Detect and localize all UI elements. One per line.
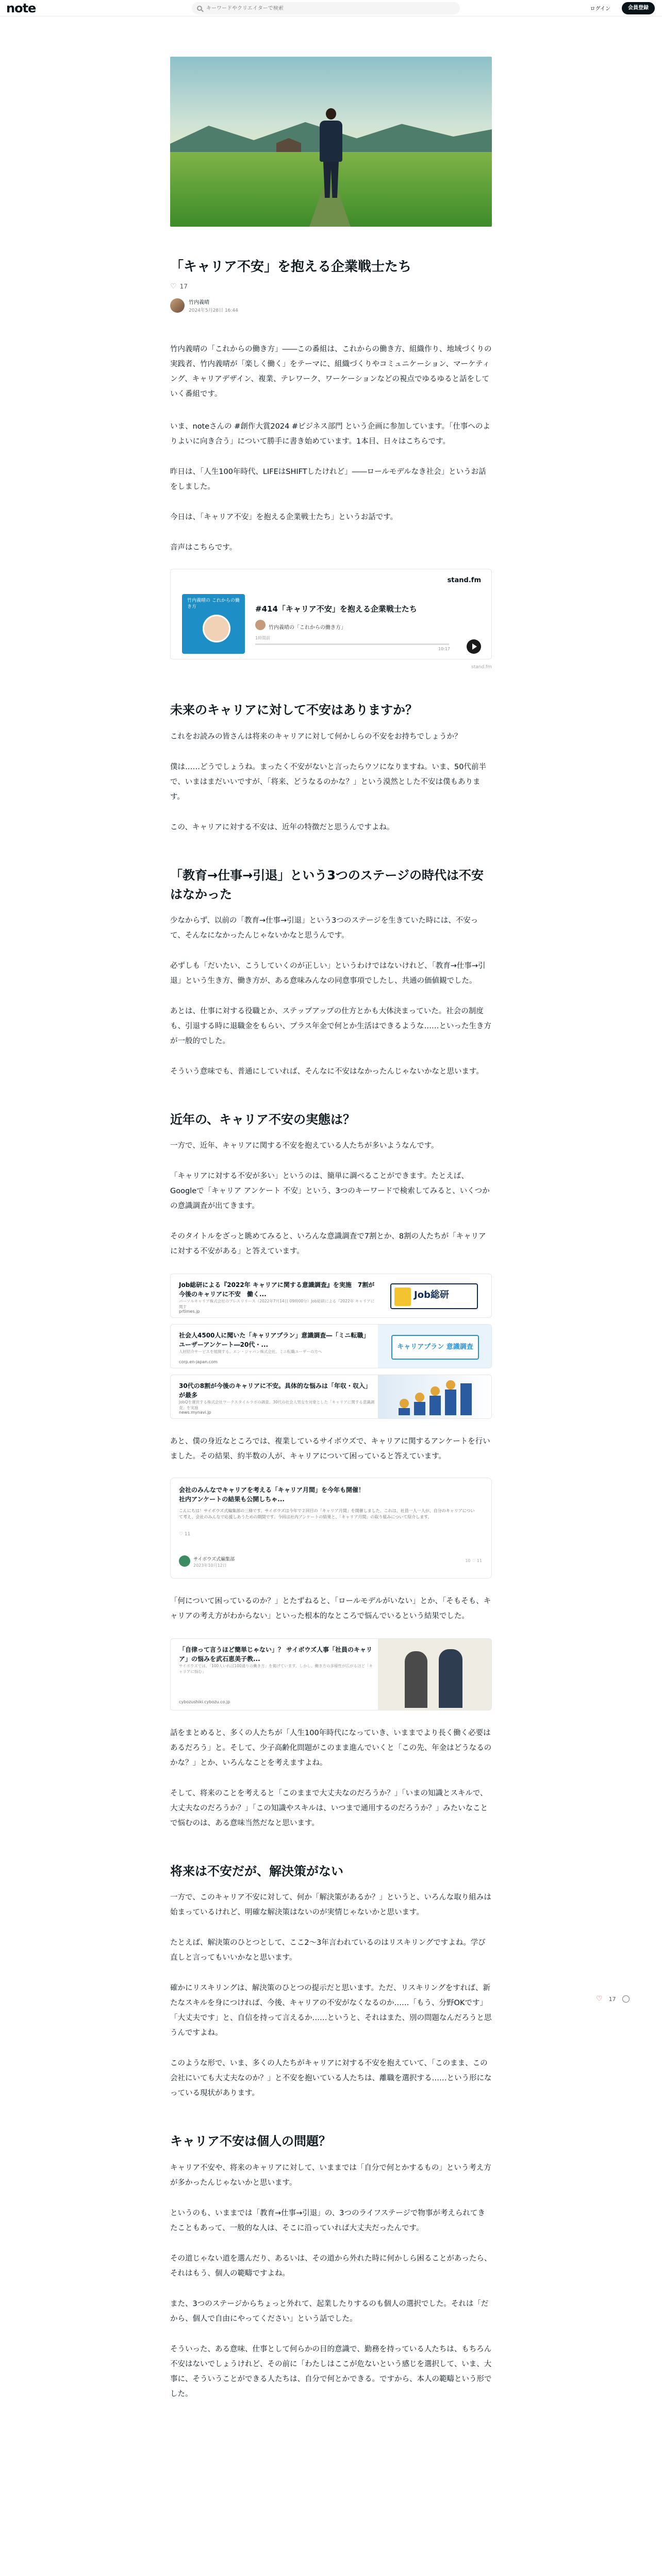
episode-meta: 1時間前 [255,636,271,641]
paragraph: この、キャリアに対する不安は、近年の特徴だと思うんですよね。 [170,823,394,832]
card-title: 「自律って言うほど簡単じゃない」？ サイボウズ人事「社員のキャリア」の悩みを武石恵美子教... [179,1646,372,1663]
article-title: 「キャリア不安」を抱える企業戦士たち [170,259,412,275]
heart-icon[interactable]: ♡ [170,282,177,291]
progress-bar[interactable] [255,643,449,645]
paragraph: 竹内義晴の「これからの働き方」――この番組は、これからの働き方、組織作り、地域づくりの実践者、竹内義晴が「楽しく働く」をテーマに、組織づくりやコミュニケーション、マーケティング、キャリアデザイン、複業、テレワーク、ワーケーションなどの視点でゆるゆると話をしていく番組です。 [170,345,492,399]
author-block[interactable] [170,298,492,313]
like-row[interactable] [170,282,492,291]
link-card[interactable] [170,1274,492,1318]
card-description: パーソルキャリア株式会社のプレスリリース（2022年7月14日 09時00分）Job総研による『2022年 キャリアに関す [179,1299,375,1309]
paragraph: そのタイトルをざっと眺めてみると、いろんな意識調査で7割とか、8割の人たちが「キャリアに対する不安がある」と答えています。 [170,1232,486,1256]
paragraph: 確かにリスキリングは、解決策のひとつの提示だと思います。ただ、リスキリングをすれば、新たなスキルを身につければ、今後、キャリアの不安がなくなるのか……「もう、分野OKです」「大丈夫です」と、自信を持って言えるか……というと、それはまた、別の問題なんだろうと思うんですよね。 [170,1984,492,2038]
link-card[interactable] [170,1375,492,1419]
card-thumbnail [378,1639,491,1710]
paragraph: 音声はこちらです。 [170,544,237,552]
play-icon[interactable] [467,639,481,654]
paragraph: というのも、いままでは「教育→仕事→引退」の、3つのライフステージで物事が考えられてきたこともあって、一般的な人は、そこに沿っていれば大丈夫だったんです。 [170,2209,485,2232]
publish-date: 2024年5月28日 16:44 [189,308,238,314]
card-title: 30代の8割が今後のキャリアに不安。具体的な悩みは「年収・収入」が最多 [179,1382,372,1399]
channel-avatar [255,620,266,630]
paragraph: また、3つのステージからちょっと外れて、起業したりするのも個人の選択でした。それは「だから、個人で自由にやってください」という話でした。 [170,2299,489,2323]
search-icon [197,6,202,11]
channel-name[interactable]: 竹内義晴の「これからの働き方」 [269,625,346,631]
episode-title[interactable]: #414「キャリア不安」を抱える企業戦士たち [255,604,417,614]
paragraph: 僕は……どうでしょうね。まったく不安がないと言ったらウソになりますね。いま、50代前半で、いまはまだいいですが、「将来、どうなるのかな？」という漠然とした不安は僕もあります。 [170,762,486,801]
paragraph: あとは、仕事に対する役職とか、ステップアップの仕方とかも大体決まっていた。社会の制度も、引退する時に退職金をもらい、プラス年金で何とか生活はできるような……といった生き方が一般的でした。 [170,1007,492,1045]
section-heading: キャリア不安は個人の問題？ [170,2134,331,2149]
like-count: 17 [179,283,188,291]
link-card[interactable] [170,1324,492,1368]
signup-button[interactable]: 会員登録 [622,2,655,14]
card-url: prtimes.jp [179,1309,200,1314]
section-heading: 未来のキャリアに対して不安はありますか？ [170,703,418,718]
paragraph: そういった、ある意味、仕事として何らかの目的意識で、勤務を持っている人たちは、もちろん不安はないでしょうけれど、その前に「わたしはここが危ないという感じを選択して、いま、大事に、そういうことができる人たちは、自分で何とかできる。ですから、本人の範疇という形でした。 [170,2345,492,2398]
paragraph: 一方で、近年、キャリアに関する不安を抱えている人たちが多いようなんです。 [170,1142,439,1150]
post-avatar [179,1555,190,1567]
link-card-list [170,1274,492,1419]
post-title: 会社のみんなでキャリアを考える「キャリア月間」を今年も開催！社内アンケートの結果も公開しちゃ... [179,1486,365,1503]
post-date: 2023年10月12日 [193,1563,227,1568]
paragraph: キャリア不安や、将来のキャリアに対して、いままでは「自分で何とかするもの」という考え方が多かったんじゃないかと思います。 [170,2163,491,2187]
search-box[interactable] [192,2,460,14]
hero-image [170,57,492,227]
paragraph: そして、将来のことを考えると「このままで大丈夫なのだろうか？」「いまの知識とスキルで、大丈夫なのだろうか？」「この知識やスキルは、いつまで通用するのだろうか？」みたいなことで悩むのは、ある意味当然だなと思います。 [170,1789,488,1828]
card-url: corp.en-japan.com [179,1360,218,1365]
article [170,57,492,2402]
card-title: 社会人4500人に聞いた「キャリアプラン」意識調査―「ミニ転職」ユーザーアンケート―20代・... [179,1332,370,1349]
card-thumbnail [378,1325,491,1368]
episode-duration: 10:17 [438,647,450,652]
share-icon[interactable] [622,1995,630,2003]
paragraph: これをお読みの皆さんは将来のキャリアに対して何かしらの不安をお持ちでしょうか？ [170,732,462,741]
post-likes: ♡ 11 [179,1532,191,1537]
section-heading: 将来は不安だが、解決策がない [170,1864,343,1879]
card-url: news.mynavi.jp [179,1410,211,1415]
card-thumbnail [378,1375,491,1419]
podcast-cover [182,594,245,654]
thumb-label: キャリアプラン 意識調査 [391,1335,479,1360]
standfm-logo: stand.fm [447,577,481,585]
post-description: こんにちは！サイボウズ式編集部の三條です。サイボウズは今年で２回目の「キャリア月間」を開催しました。これは、社員一人一人が、自分のキャリアについて考え、会社のみんなで応援しあうための期間です。今回は社内アンケートの結果と、「キャリア月間」の取り組みについて紹介します。 [179,1509,475,1520]
card-description: JobQを運営する株式会社ワークスタイルラボの調査。30代の社会人男女を対象とした「キャリアに関する意識調査」を実施 [179,1400,375,1410]
paragraph: いま、noteさんの #創作大賞2024 #ビジネス部門 という企画に参加しています。「仕事へのよりよいに向き合う」について勝手に書き始めています。1本目、日々はこちらです。 [170,422,490,446]
audio-embed[interactable] [170,569,492,659]
avatar[interactable] [170,298,185,313]
paragraph: 一方で、このキャリア不安に対して、何か「解決策があるか？」というと、いろんな取り組みは始まっているけれど、明確な解決策はないのが実情じゃないかと思います。 [170,1893,491,1917]
embed-caption: stand.fm [471,665,492,670]
paragraph: そういう意味でも、普通にしていれば、そんなに不安はなかったんじゃないかなと思います。 [170,1067,484,1076]
paragraph: 必ずしも「だいたい、こうしていくのが正しい」というわけではないけれど、「教育→仕事→引退」という生き方、働き方が、ある意味みんなの同意事項でしたし、共通の価値観でした。 [170,961,486,985]
thumb-label: Job総研 [414,1290,449,1301]
floating-action-bar [596,1995,630,2003]
note-logo[interactable]: note [6,1,36,15]
paragraph: あと、僕の身近なところでは、複業しているサイボウズで、キャリアに関するアンケートを行いました。その結果、約半数の人が、キャリアについて困っていると答えています。 [170,1437,490,1461]
top-header [0,0,662,16]
cover-text: 竹内義晴の これからの働き方 [187,598,240,610]
post-author: サイボウズ式編集部 [193,1557,235,1563]
paragraph: 少なからず、以前の「教育→仕事→引退」という3つのステージを生きていた時には、不安って、そんなになかったんじゃないかなと思うんです。 [170,916,478,940]
card-thumbnail [378,1274,491,1318]
side-like-count: 17 [608,1995,616,2003]
embedded-note-post[interactable] [170,1478,492,1579]
login-link[interactable]: ログイン [590,6,610,12]
card-title: Job総研による『2022年 キャリアに関する意識調査』を実施 7割が今後のキャリアに不安 働く... [179,1281,375,1298]
paragraph: たとえば、解決策のひとつとして、ここ2〜3年言われているのはリスキリングですよね。学び直しと言ってもいいかなと思います。 [170,1939,486,1962]
card-url: cybozushiki.cybozu.co.jp [179,1700,230,1705]
article-body [170,342,492,2401]
author-name[interactable]: 竹内義晴 [189,300,209,306]
section-heading: 「教育→仕事→引退」という3つのステージの時代は不安はなかった [170,868,484,902]
post-stats: 10 ♡ 11 [465,1558,482,1564]
link-card[interactable] [170,1638,492,1710]
paragraph: その道じゃない道を選んだり、あるいは、その道から外れた時に何かしら困ることがあったら、それはもう、個人の範疇ですよね。 [170,2254,492,2278]
section-heading: 近年の、キャリア不安の実態は？ [170,1112,356,1127]
paragraph: このような形で、いま、多くの人たちがキャリアに対する不安を抱えていて、「このまま、この会社にいても大丈夫なのか？」と不安を抱いている人たちは、離職を選択する……という形になっている現状があります。 [170,2059,492,2098]
paragraph: 今日は、「キャリア不安」を抱える企業戦士たち」というお話です。 [170,513,398,522]
card-description: 人材紹介サービスを展開する、エン・ジャパン株式会社。ミニ転職ユーザーの方へ [179,1349,322,1354]
paragraph: 話をまとめると、多くの人たちが「人生100年時代になっていき、いままでより長く働く必要はあるだろう」と。そして、少子高齢化問題がこのまま進んでいくと「この先、年金はどうなるのかな？」とか、いろんなことを考えますよね。 [170,1729,492,1768]
paragraph: 昨日は、「人生100年時代、LIFEはSHIFTしたけれど」――ロールモデルなき社会」というお話をしました。 [170,468,486,492]
card-description: サイボウズでは、「100人いれば100通りの働き方」を掲げています。しかし、働き方の多様性が広がるほど「キャリアに悩む」 [179,1664,373,1674]
heart-icon[interactable]: ♡ [596,1995,603,2003]
search-input[interactable] [206,6,412,11]
paragraph: 「何について困っているのか？」とたずねると、「ロールモデルがいない」とか、「そもそも、キャリアの考え方がわからない」といった根本的なところで悩んでいるという結果でした。 [170,1597,491,1621]
paragraph: 「キャリアに対する不安が多い」というのは、簡単に調べることができます。たとえば、Googleで「キャリア アンケート 不安」という、3つのキーワードで検索してみると、いくつかの意識調査が出てきます。 [170,1172,490,1211]
